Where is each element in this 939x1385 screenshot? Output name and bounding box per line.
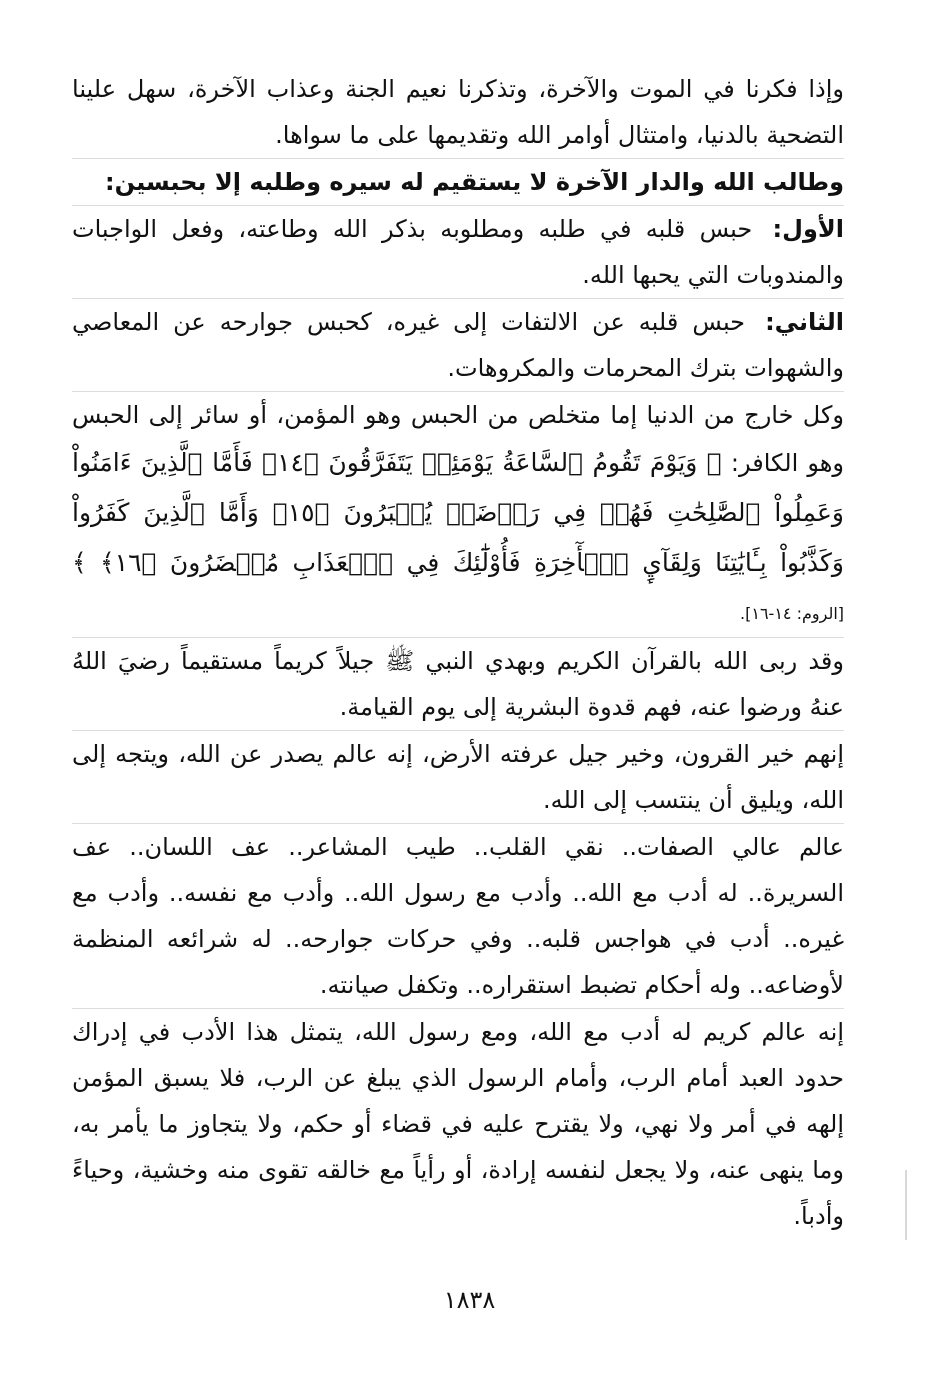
page-number: ١٨٣٨ [443, 1286, 496, 1314]
main-text [72, 66, 844, 1239]
verse-reference: [الروم: ١٤-١٦]. [740, 604, 844, 623]
paragraph-text: إنه عالم كريم له أدب مع الله، ومع رسول الله، يتمثل هذا الأدب في إدراك حدود العبد أمام الرب، وأمام الرسول الذي يبلغ عن الرب، فلا يسبق المؤمن إلهه في أمر ولا نهي، ولا يقترح عليه في قضاء أو حكم، ولا يتجاوز ما يأمر به، وما ينهى عنه، ولا يجعل لنفسه إرادة، أو رأياً مع خالقه تقوى منه وخشية، وحياءً وأدباً. [72, 1018, 844, 1230]
paragraph-9 [72, 1009, 844, 1239]
paragraph-7 [72, 731, 844, 824]
paragraph-text: عالم عالي الصفات.. نقي القلب.. طيب المشاعر.. عف اللسان.. عف السريرة.. له أدب مع الله.. وأدب مع رسول الله.. وأدب مع نفسه.. وأدب مع غيره.. أدب في هواجس قلبه.. وفي حركات جوارحه.. له شرائعه المنظمة لأوضاعه.. وله أحكام تضبط استقراره.. وتكفل صيانته. [72, 833, 844, 999]
paragraph-text: حبس قلبه عن الالتفات إلى غيره، كحبس جوارحه عن المعاصي والشهوات بترك المحرمات والمكروهات. [72, 308, 844, 382]
paragraph-text: وقد ربى الله بالقرآن الكريم وبهدي النبي ﷺ جيلاً كريماً مستقيماً رضيَ اللهُ عنهُ ورضوا عنه، فهم قدوة البشرية إلى يوم القيامة. [72, 647, 844, 721]
paragraph-text: وطالب الله والدار الآخرة لا يستقيم له سيره وطلبه إلا بحبسين: [105, 168, 844, 196]
paragraph-4 [72, 299, 844, 392]
paragraph-text: وإذا فكرنا في الموت والآخرة، وتذكرنا نعيم الجنة وعذاب الآخرة، سهل علينا التضحية بالدنيا، وامتثال أوامر الله وتقديمها على ما سواها. [72, 75, 844, 149]
paragraph-lead: الثاني: [765, 308, 844, 336]
quran-verses: ﴿ وَيَوْمَ تَقُومُ ٱلسَّاعَةُ يَوْمَئِذٖ يَتَفَرَّقُونَ ﴿١٤﴾ فَأَمَّا ٱلَّذِينَ ءَامَنُواْ وَعَمِلُواْ ٱلصَّٰلِحَٰتِ فَهُمۡ فِي رَوۡضَةٖ يُحۡبَرُونَ ﴿١٥﴾ وَأَمَّا ٱلَّذِينَ كَفَرُواْ وَكَذَّبُواْ بِـَٔايَٰتِنَا وَلِقَآيِٕ ٱلۡأٓخِرَةِ فَأُوْلَٰٓئِكَ فِي ٱلۡعَذَابِ مُحۡضَرُونَ ﴿١٦﴾ ﴾ [72, 448, 844, 577]
paragraph-5 [72, 392, 844, 638]
paragraph-6 [72, 638, 844, 731]
paragraph-3 [72, 206, 844, 299]
paragraph-text: حبس قلبه في طلبه ومطلوبه بذكر الله وطاعته، وفعل الواجبات والمندوبات التي يحبها الله. [72, 215, 844, 289]
scan-edge-mark [905, 1170, 907, 1240]
paragraph-1 [72, 66, 844, 159]
paragraph-lead: الأول: [772, 215, 844, 243]
paragraph-2 [72, 159, 844, 206]
paragraph-text: وكل خارج من الدنيا إما متخلص من الحبس وهو المؤمن، أو سائر إلى الحبس وهو الكافر: [72, 401, 844, 477]
paragraph-text: إنهم خير القرون، وخير جيل عرفته الأرض، إنه عالم يصدر عن الله، ويتجه إلى الله، ويليق أن ينتسب إلى الله. [72, 740, 844, 814]
paragraph-8 [72, 824, 844, 1009]
